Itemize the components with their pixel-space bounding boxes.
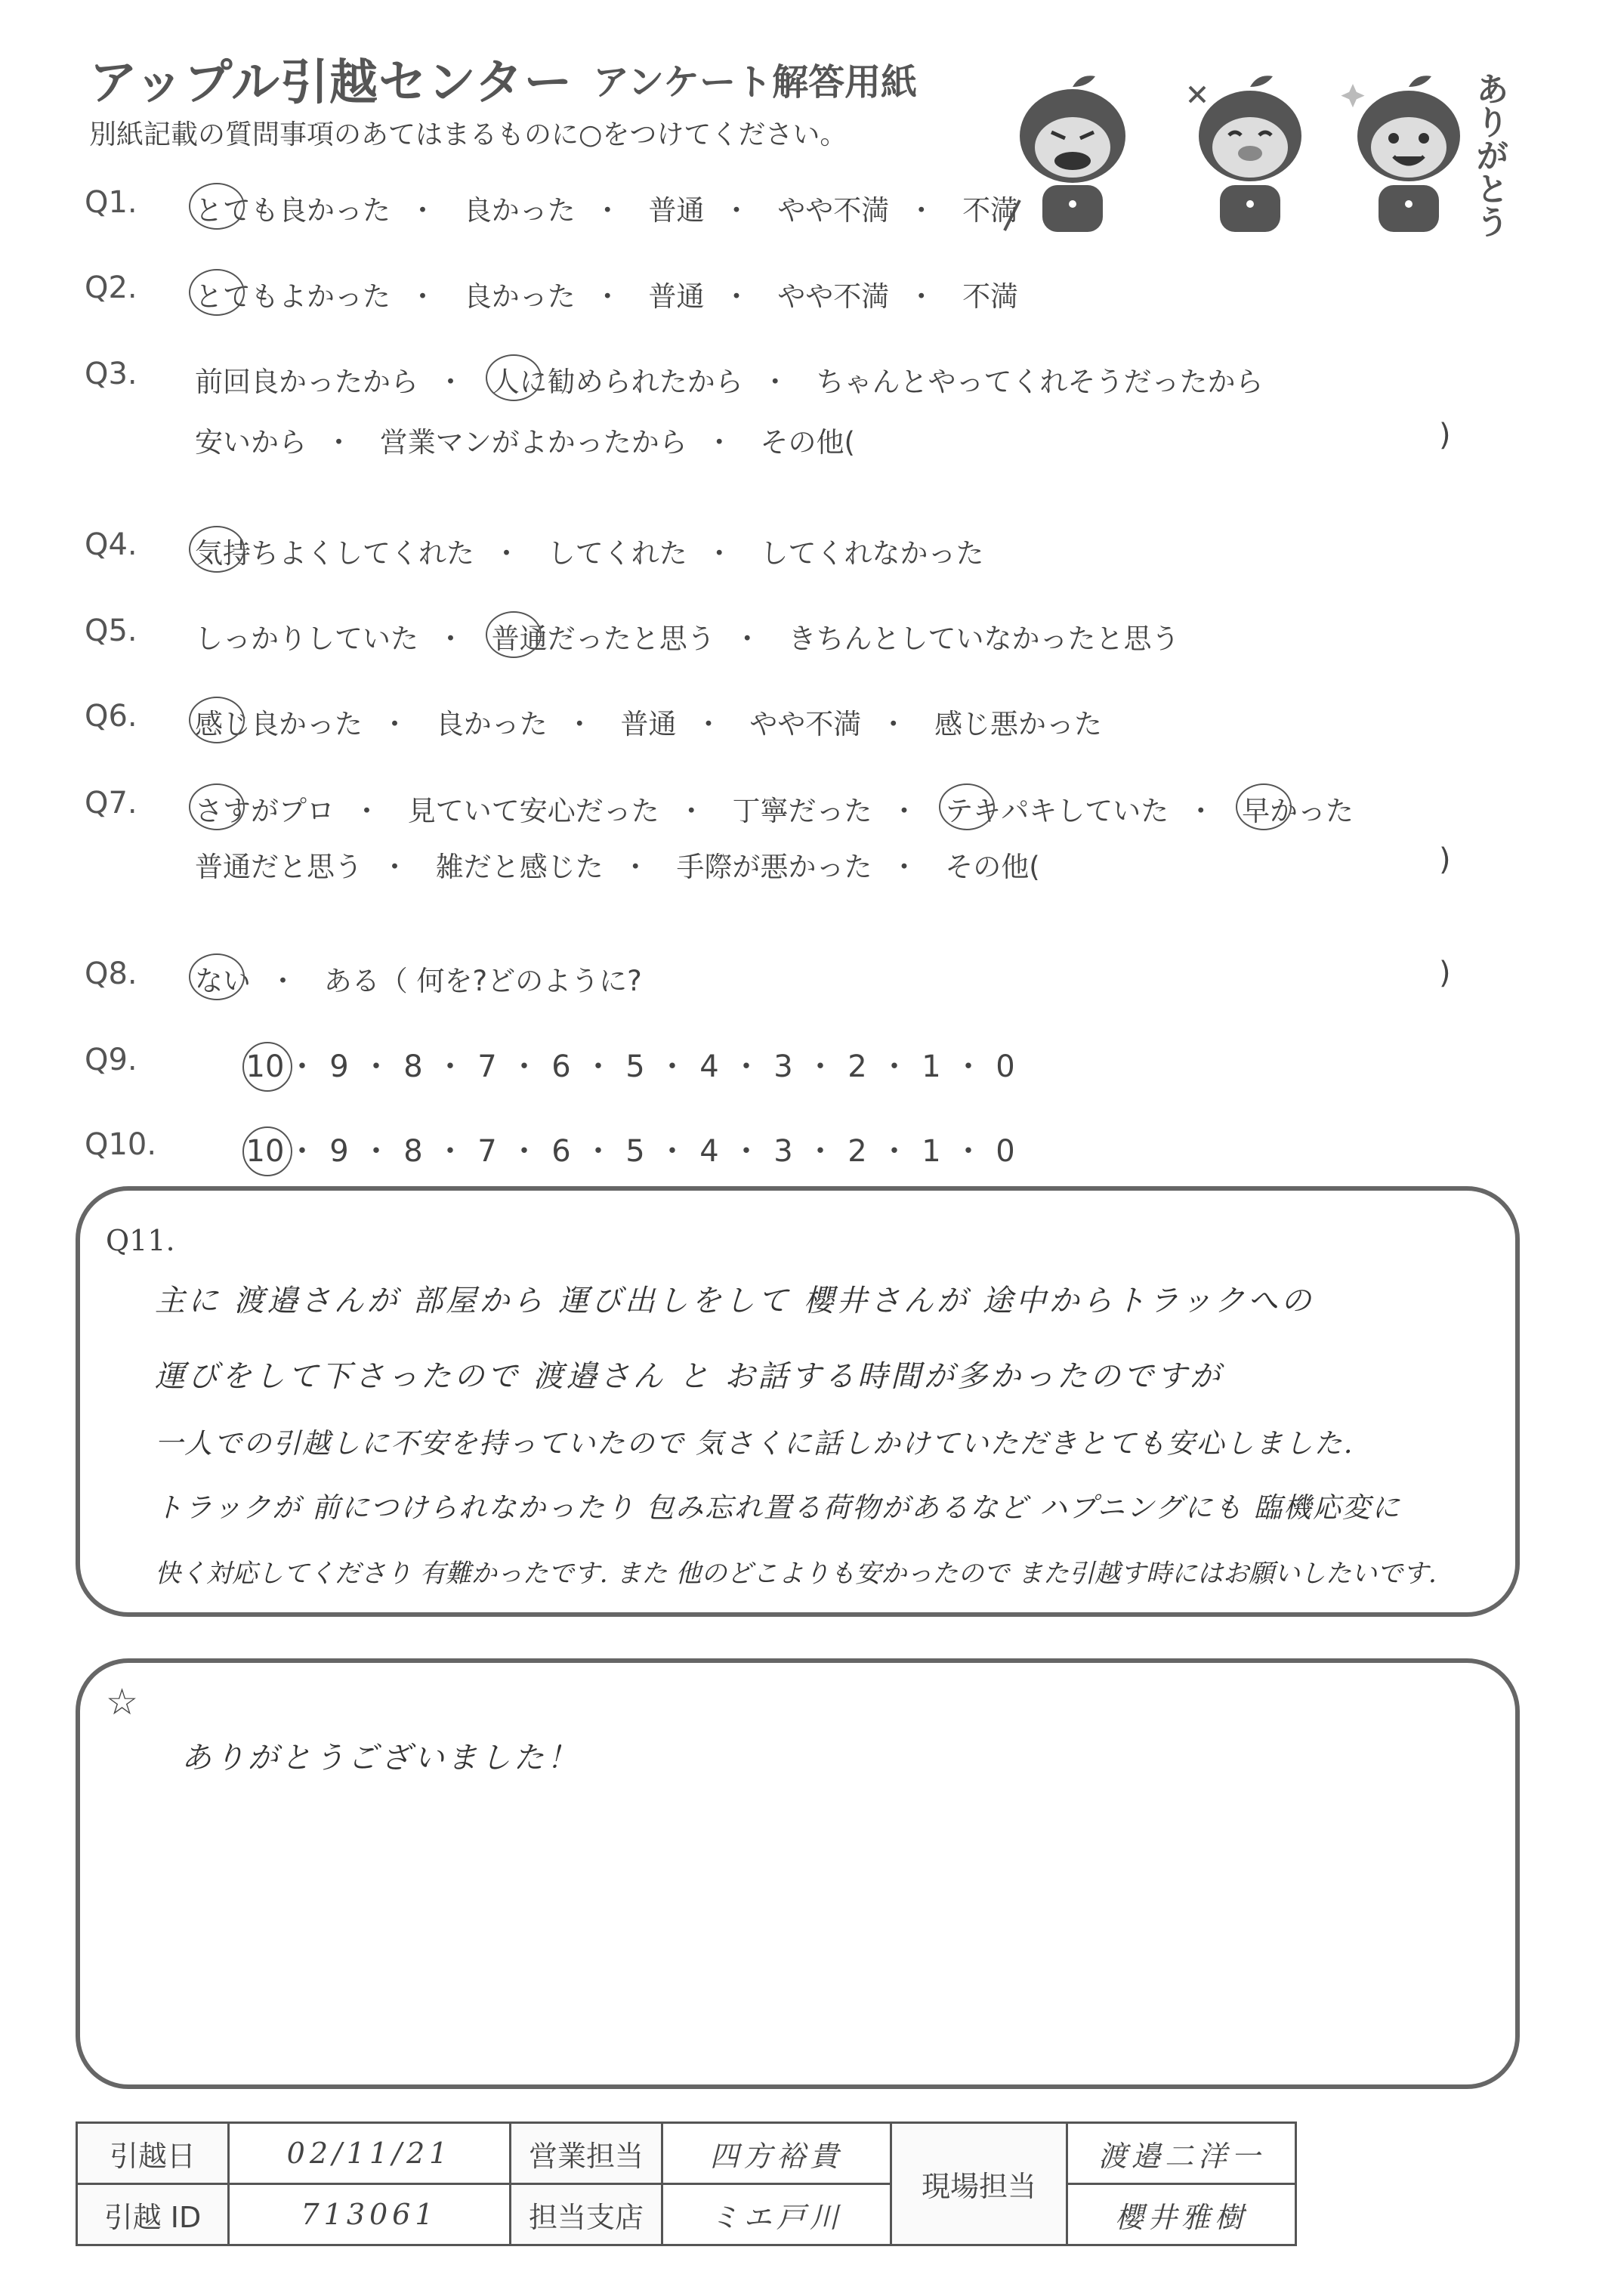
q9-score-8[interactable]: 8 bbox=[403, 1049, 423, 1084]
q11-label: Q11. bbox=[106, 1224, 175, 1257]
q4-option-3[interactable]: してくれなかった bbox=[760, 537, 984, 570]
q3-option-5[interactable]: 営業マンがよかったから bbox=[379, 426, 687, 459]
branch-value: ミエ戸川 bbox=[662, 2184, 891, 2245]
q10-score-8[interactable]: 8 bbox=[403, 1134, 423, 1169]
site-staff-2-value: 櫻井雅樹 bbox=[1067, 2184, 1296, 2245]
q10-score-5[interactable]: 5 bbox=[625, 1134, 645, 1169]
star-icon: ☆ bbox=[106, 1681, 139, 1723]
q11-comment-line-4: トラックが 前につけられなかったり 包み忘れ置る荷物があるなど ハプニングにも 臨機応変に bbox=[155, 1491, 1401, 1524]
q10-score-7[interactable]: 7 bbox=[477, 1134, 497, 1169]
q4-label: Q4. bbox=[85, 527, 137, 562]
q2-option-5[interactable]: 不満 bbox=[962, 280, 1019, 313]
q5-option-3[interactable]: きちんとしていなかったと思う bbox=[788, 623, 1180, 655]
q3-label: Q3. bbox=[85, 357, 137, 391]
site-staff-1-value: 渡邉二洋一 bbox=[1067, 2123, 1296, 2184]
q6-options: 感じ良かった ・ 良かった ・ 普通 ・ やや不満 ・ 感じ悪かった bbox=[195, 701, 1102, 742]
q9-score-7[interactable]: 7 bbox=[477, 1049, 497, 1084]
q3-option-6[interactable]: その他( bbox=[760, 426, 855, 459]
q7-option-8[interactable]: 手際が悪かった bbox=[676, 851, 872, 883]
q2-label: Q2. bbox=[85, 270, 137, 305]
star-comment-box[interactable] bbox=[76, 1658, 1520, 2089]
q10-scale: 10・ 9 ・ 8 ・ 7 ・ 6 ・ 5 ・ 4 ・ 3 ・ 2 ・ 1 ・ 0 bbox=[245, 1127, 1025, 1170]
q1-option-3[interactable]: 普通 bbox=[648, 194, 705, 227]
q7-option-7[interactable]: 雑だと感じた bbox=[435, 851, 604, 883]
move-date-label: 引越日 bbox=[77, 2123, 229, 2184]
q6-label: Q6. bbox=[85, 699, 137, 734]
q9-score-1[interactable]: 1 bbox=[922, 1049, 941, 1084]
q2-options: とてもよかった ・ 良かった ・ 普通 ・ やや不満 ・ 不満 bbox=[195, 273, 1018, 314]
q6-option-2[interactable]: 良かった bbox=[435, 708, 548, 740]
q6-option-4[interactable]: やや不満 bbox=[749, 708, 862, 740]
q7-option-9[interactable]: その他( bbox=[945, 851, 1040, 883]
q7-option-4[interactable]: テキパキしていた bbox=[945, 788, 1169, 829]
q11-comment-line-2: 運びをして下さったので 渡邉さん と お話する時間が多かったのですが bbox=[155, 1359, 1224, 1394]
q9-score-3[interactable]: 3 bbox=[773, 1049, 793, 1084]
q9-label: Q9. bbox=[85, 1043, 137, 1077]
thanks-badge: ありがとう bbox=[1470, 72, 1508, 238]
q1-option-1[interactable]: とても良かった bbox=[195, 187, 391, 228]
q7-option-1[interactable]: さすがプロ bbox=[195, 788, 335, 829]
q8-option-2[interactable]: ある（ 何を?どのように? bbox=[323, 965, 642, 997]
q1-label: Q1. bbox=[85, 185, 137, 220]
form-title: アンケート解答用紙 bbox=[593, 61, 918, 104]
q10-score-3[interactable]: 3 bbox=[773, 1134, 793, 1169]
q9-score-2[interactable]: 2 bbox=[848, 1049, 867, 1084]
q3-option-1[interactable]: 前回良かったから bbox=[195, 366, 418, 398]
q7-options-row2: 普通だと思う ・ 雑だと感じた ・ 手際が悪かった ・ その他( bbox=[195, 844, 1040, 885]
q3-option-4[interactable]: 安いから bbox=[195, 426, 307, 459]
q5-option-2[interactable]: 普通だったと思う bbox=[492, 616, 715, 657]
q10-score-9[interactable]: 9 bbox=[329, 1134, 349, 1169]
q2-option-2[interactable]: 良かった bbox=[463, 280, 576, 313]
q8-close-paren: ) bbox=[1439, 956, 1451, 990]
q4-option-1[interactable]: 気持ちよくしてくれた bbox=[195, 530, 474, 571]
branch-label: 担当支店 bbox=[511, 2184, 662, 2245]
q3-options: 前回良かったから ・ 人に勧められたから ・ ちゃんとやってくれそうだったから bbox=[195, 359, 1264, 400]
q5-option-1[interactable]: しっかりしていた bbox=[195, 623, 418, 655]
q7-option-2[interactable]: 見ていて安心だった bbox=[407, 795, 659, 827]
q7-option-6[interactable]: 普通だと思う bbox=[195, 851, 363, 883]
q4-option-2[interactable]: してくれた bbox=[547, 537, 687, 570]
site-staff-label: 現場担当 bbox=[891, 2123, 1067, 2245]
q8-option-1[interactable]: ない bbox=[195, 958, 251, 999]
q10-score-10[interactable]: 10 bbox=[245, 1134, 285, 1169]
move-id-label: 引越 ID bbox=[77, 2184, 229, 2245]
q8-options: ない ・ ある（ 何を?どのように? bbox=[195, 958, 642, 999]
move-id-value: 713061 bbox=[229, 2184, 511, 2245]
q5-options: しっかりしていた ・ 普通だったと思う ・ きちんとしていなかったと思う bbox=[195, 616, 1180, 657]
monkey-laughing-illustration bbox=[997, 72, 1148, 246]
q11-comment-line-1: 主に 渡邉さんが 部屋から 運び出しをして 櫻井さんが 途中からトラックへの bbox=[155, 1284, 1314, 1318]
q10-label: Q10. bbox=[85, 1127, 157, 1162]
q2-option-1[interactable]: とてもよかった bbox=[195, 273, 391, 314]
sales-label: 営業担当 bbox=[511, 2123, 662, 2184]
q3-options-row2: 安いから ・ 営業マンがよかったから ・ その他( bbox=[195, 419, 855, 460]
q3-option-2[interactable]: 人に勧められたから bbox=[492, 359, 743, 400]
move-date-value: 02/11/21 bbox=[229, 2123, 511, 2184]
q3-option-3[interactable]: ちゃんとやってくれそうだったから bbox=[816, 366, 1264, 398]
q9-score-0[interactable]: 0 bbox=[996, 1049, 1015, 1084]
q5-label: Q5. bbox=[85, 613, 137, 648]
q6-option-3[interactable]: 普通 bbox=[620, 708, 677, 740]
q6-option-5[interactable]: 感じ悪かった bbox=[934, 708, 1103, 740]
sales-person-value: 四方裕貴 bbox=[662, 2123, 891, 2184]
q7-option-5[interactable]: 早かった bbox=[1242, 788, 1354, 829]
q3-close-paren: ) bbox=[1439, 418, 1451, 453]
q9-scale: 10・ 9 ・ 8 ・ 7 ・ 6 ・ 5 ・ 4 ・ 3 ・ 2 ・ 1 ・ 0 bbox=[245, 1043, 1025, 1086]
staff-info-table bbox=[76, 2121, 1297, 2246]
q1-options: とても良かった ・ 良かった ・ 普通 ・ やや不満 ・ 不満 bbox=[195, 187, 1018, 228]
q1-option-2[interactable]: 良かった bbox=[463, 194, 576, 227]
q11-comment-line-3: 一人での引越しに不安を持っていたので 気さくに話しかけていただきとても安心しました. bbox=[155, 1427, 1354, 1460]
q7-label: Q7. bbox=[85, 786, 137, 820]
q10-score-6[interactable]: 6 bbox=[551, 1134, 571, 1169]
q1-option-4[interactable]: やや不満 bbox=[777, 194, 890, 227]
company-name: アップル引越センター bbox=[89, 55, 573, 111]
q11-comment-line-5: 快く対応してくださり 有難かったです. また 他のどこよりも安かったので また引越す時にはお願いしたいです. bbox=[155, 1559, 1437, 1589]
q4-options: 気持ちよくしてくれた ・ してくれた ・ してくれなかった bbox=[195, 530, 984, 571]
q7-close-paren: ) bbox=[1439, 842, 1451, 877]
q10-score-1[interactable]: 1 bbox=[922, 1134, 941, 1169]
q2-option-4[interactable]: やや不満 bbox=[777, 280, 890, 313]
q2-option-3[interactable]: 普通 bbox=[648, 280, 705, 313]
q10-score-0[interactable]: 0 bbox=[996, 1134, 1015, 1169]
star-comment-text: ありがとうございました！ bbox=[181, 1741, 580, 1775]
q8-label: Q8. bbox=[85, 956, 137, 991]
q10-score-4[interactable]: 4 bbox=[699, 1134, 719, 1169]
monkey-smiling-illustration bbox=[1175, 72, 1326, 246]
q10-score-2[interactable]: 2 bbox=[848, 1134, 867, 1169]
q6-option-1[interactable]: 感じ良かった bbox=[195, 701, 363, 742]
q9-score-4[interactable]: 4 bbox=[699, 1049, 719, 1084]
instruction-text: 別紙記載の質問事項のあてはまるものに○をつけてください。 bbox=[89, 119, 848, 150]
q7-option-3[interactable]: 丁寧だった bbox=[732, 795, 872, 827]
q9-score-9[interactable]: 9 bbox=[329, 1049, 349, 1084]
q1-option-5[interactable]: 不満 bbox=[962, 194, 1019, 227]
q7-options: さすがプロ ・ 見ていて安心だった ・ 丁寧だった ・ テキパキしていた ・ 早かった bbox=[195, 788, 1354, 829]
q9-score-5[interactable]: 5 bbox=[625, 1049, 645, 1084]
q9-score-10[interactable]: 10 bbox=[245, 1049, 285, 1084]
q9-score-6[interactable]: 6 bbox=[551, 1049, 571, 1084]
